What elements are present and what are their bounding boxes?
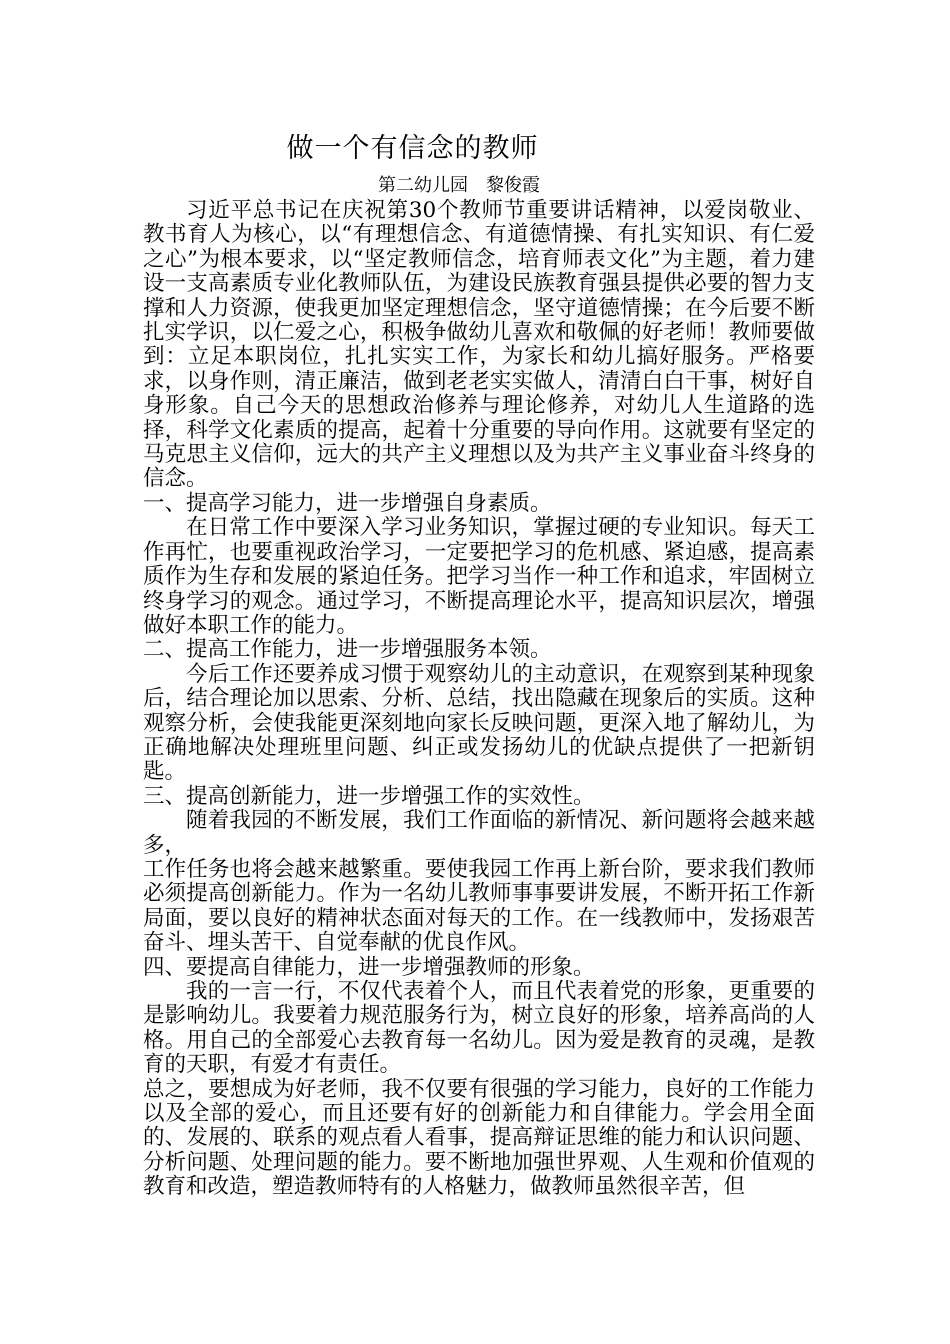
author-byline: 第二幼儿园 黎俊霞 bbox=[378, 175, 540, 196]
conclusion-paragraph: 总之，要想成为好老师，我不仅要有很强的学习能力，良好的工作能力以及全部的爱心，而且还要有好的创新能力和自律能力。学会用全面的、发展的、联系的观点看人看事，提高辩证思维的能力和认识问题、分析问题、处理问题的能力。要不断地加强世界观、人生观和价值观的教育和改造，塑造教师特有的人格魅力，做教师虽然很辛苦，但 bbox=[143, 1076, 815, 1200]
section-1-paragraph: 在日常工作中要深入学习业务知识，掌握过硬的专业知识。每天工作再忙，也要重视政治学习，一定要把学习的危机感、紧迫感，提高素质作为生存和发展的紧迫任务。把学习当作一种工作和追求，牢固树立终身学习的观念。通过学习，不断提高理论水平，提高知识层次，增强做好本职工作的能力。 bbox=[143, 515, 815, 638]
intro-paragraph: 习近平总书记在庆祝第30个教师节重要讲话精神，以爱岗敬业、教书育人为核心，以“有理想信念、有道德情操、有扎实知识、有仁爱之心”为根本要求，以“坚定教师信念，培育师表文化”为主题，着力建设一支高素质专业化教师队伍，为建设民族教育强县提供必要的智力支撑和人力资源，使我更加坚定理想信念，坚守道德情操；在今后要不断扎实学识，以仁爱之心，积极争做幼儿喜欢和敬佩的好老师！教师要做到：立足本职岗位，扎扎实实工作，为家长和幼儿搞好服务。严格要求，以身作则，清正廉洁，做到老老实实做人，清清白白干事，树好自身形象。自己今天的思想政治修养与理论修养，对幼儿人生道路的选择，科学文化素质的提高，起着十分重要的导向作用。这就要有坚定的马克思主义信仰，远大的共产主义理想以及为共产主义事业奋斗终身的信念。 bbox=[143, 198, 815, 492]
section-4-paragraph: 我的一言一行，不仅代表着个人，而且代表着党的形象，更重要的是影响幼儿。我要着力规范服务行为，树立良好的形象，培养高尚的人格。用自己的全部爱心去教育每一名幼儿。因为爱是教育的灵魂，是教育的天职，有爱才有责任。 bbox=[143, 979, 815, 1078]
section-heading-4: 四、要提高自律能力，进一步增强教师的形象。 bbox=[143, 954, 595, 980]
section-2-paragraph: 今后工作还要养成习惯于观察幼儿的主动意识，在观察到某种现象后，结合理论加以思索、分析、总结，找出隐藏在现象后的实质。这种观察分析，会使我能更深刻地向家长反映问题，更深入地了解幼儿，为正确地解决处理班里问题、纠正或发扬幼儿的优缺点提供了一把新钥匙。 bbox=[143, 661, 815, 785]
section-heading-1: 一、提高学习能力，进一步增强自身素质。 bbox=[143, 490, 552, 516]
section-heading-2: 二、提高工作能力，进一步增强服务本领。 bbox=[143, 637, 552, 663]
section-3-paragraph-start: 随着我园的不断发展，我们工作面临的新情况、新问题将会越来越多， bbox=[143, 808, 815, 858]
section-3-paragraph-continued: 工作任务也将会越来越繁重。要使我园工作再上新台阶，要求我们教师必须提高创新能力。作为一名幼儿教师事事要讲发展，不断开拓工作新局面，要以良好的精神状态面对每天的工作。在一线教师中，发扬艰苦奋斗、埋头苦干、自觉奉献的优良作风。 bbox=[143, 856, 815, 956]
document-body bbox=[143, 199, 815, 1200]
document-title: 做一个有信念的教师 bbox=[286, 133, 539, 164]
section-heading-3: 三、提高创新能力，进一步增强工作的实效性。 bbox=[143, 783, 595, 809]
